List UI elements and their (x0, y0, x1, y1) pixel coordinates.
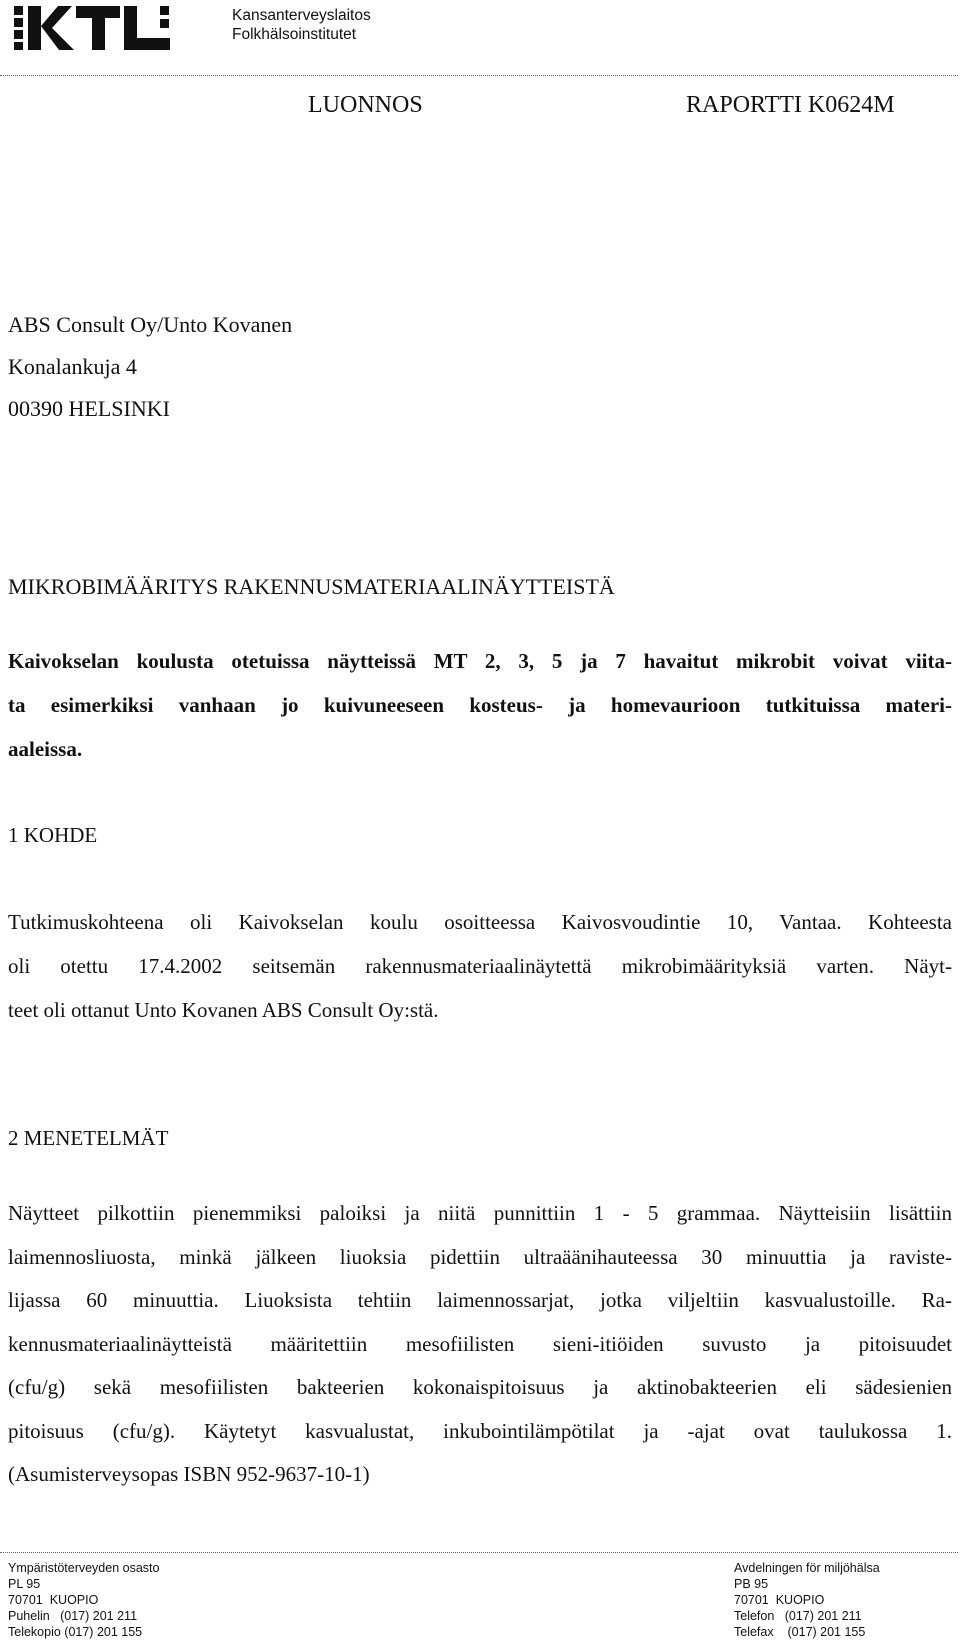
section-heading-kohde: 1 KOHDE (8, 823, 98, 847)
menetelmat-line: (cfu/g) sekä mesofiilisten bakteerien kokonaispitoisuus ja aktinobakteerien eli sädesienien (8, 1375, 952, 1399)
footer-line: Telekopio (017) 201 155 (8, 1625, 143, 1639)
menetelmat-line: Näytteet pilkottiin pienemmiksi paloiksi ja niitä punnittiin 1 - 5 grammaa. Näytteisiin lisättiin (8, 1201, 952, 1225)
recipient-address (8, 310, 292, 436)
menetelmat-paragraph (8, 1198, 952, 1503)
menetelmat-line: pitoisuus (cfu/g). Käytetyt kasvualustat, inkubointilämpötilat ja -ajat ovat taulukossa 1. (8, 1418, 952, 1443)
recipient-street: Konalankuja 4 (8, 354, 137, 379)
menetelmat-line: laimennosliuosta, minkä jälkeen liuoksia pidettiin ultraäänihauteessa 30 minuuttia ja raviste- (8, 1244, 952, 1269)
menetelmat-line: lijassa 60 minuuttia. Liuoksista tehtiin laimennossarjat, jotka viljeltiin kasvualustoille. Ra- (8, 1288, 952, 1312)
ktl-logo (14, 4, 172, 50)
institution-name (232, 6, 371, 44)
footer-line: Telefon (017) 201 211 (734, 1609, 862, 1623)
summary-line: Kaivokselan koulusta otetuissa näytteissä MT 2, 3, 5 ja 7 havaitut mikrobit voivat viita- (8, 649, 952, 673)
menetelmat-line: kennusmateriaalinäytteistä määritettiin mesofiilisten sieni-itiöiden suvusto ja pitoisuudet (8, 1331, 952, 1356)
draft-label: LUONNOS (308, 92, 423, 118)
kohde-line: oli otettu 17.4.2002 seitsemän rakennusmateriaalinäytettä mikrobimäärityksiä varten. Näyt- (8, 954, 952, 978)
menetelmat-line: (Asumisterveysopas ISBN 952-9637-10-1) (8, 1462, 370, 1486)
document-title: MIKROBIMÄÄRITYS RAKENNUSMATERIAALINÄYTTEISTÄ (8, 574, 615, 599)
footer-line: PB 95 (734, 1577, 769, 1591)
summary-paragraph (8, 646, 952, 778)
footer-divider (0, 1552, 958, 1553)
header-divider (0, 75, 958, 76)
footer-line: PL 95 (8, 1577, 41, 1591)
footer-line: Puhelin (017) 201 211 (8, 1609, 138, 1623)
recipient-company: ABS Consult Oy/Unto Kovanen (8, 312, 293, 337)
footer-line: Ympäristöterveyden osasto (8, 1561, 160, 1575)
kohde-line: teet oli ottanut Unto Kovanen ABS Consult Oy:stä. (8, 998, 439, 1022)
summary-line: aaleissa. (8, 737, 83, 761)
footer-line: 70701 KUOPIO (8, 1593, 99, 1607)
institution-name-fi: Kansanterveyslaitos (232, 7, 371, 24)
section-heading-menetelmat: 2 MENETELMÄT (8, 1126, 169, 1150)
footer-contact-sv (734, 1560, 880, 1640)
footer-line: Telefax (017) 201 155 (734, 1625, 866, 1639)
footer-contact-fi (8, 1560, 159, 1640)
recipient-city: 00390 HELSINKI (8, 396, 170, 421)
report-id: RAPORTTI K0624M (686, 92, 895, 118)
institution-name-sv: Folkhälsoinstitutet (232, 26, 357, 43)
footer-line: 70701 KUOPIO (734, 1593, 825, 1607)
footer-line: Avdelningen för miljöhälsa (734, 1561, 880, 1575)
summary-line: ta esimerkiksi vanhaan jo kuivuneeseen kosteus- ja homevaurioon tutkituissa materi- (8, 693, 952, 717)
kohde-paragraph (8, 907, 952, 1039)
kohde-line: Tutkimuskohteena oli Kaivokselan koulu osoitteessa Kaivosvoudintie 10, Vantaa. Kohteesta (8, 910, 952, 934)
